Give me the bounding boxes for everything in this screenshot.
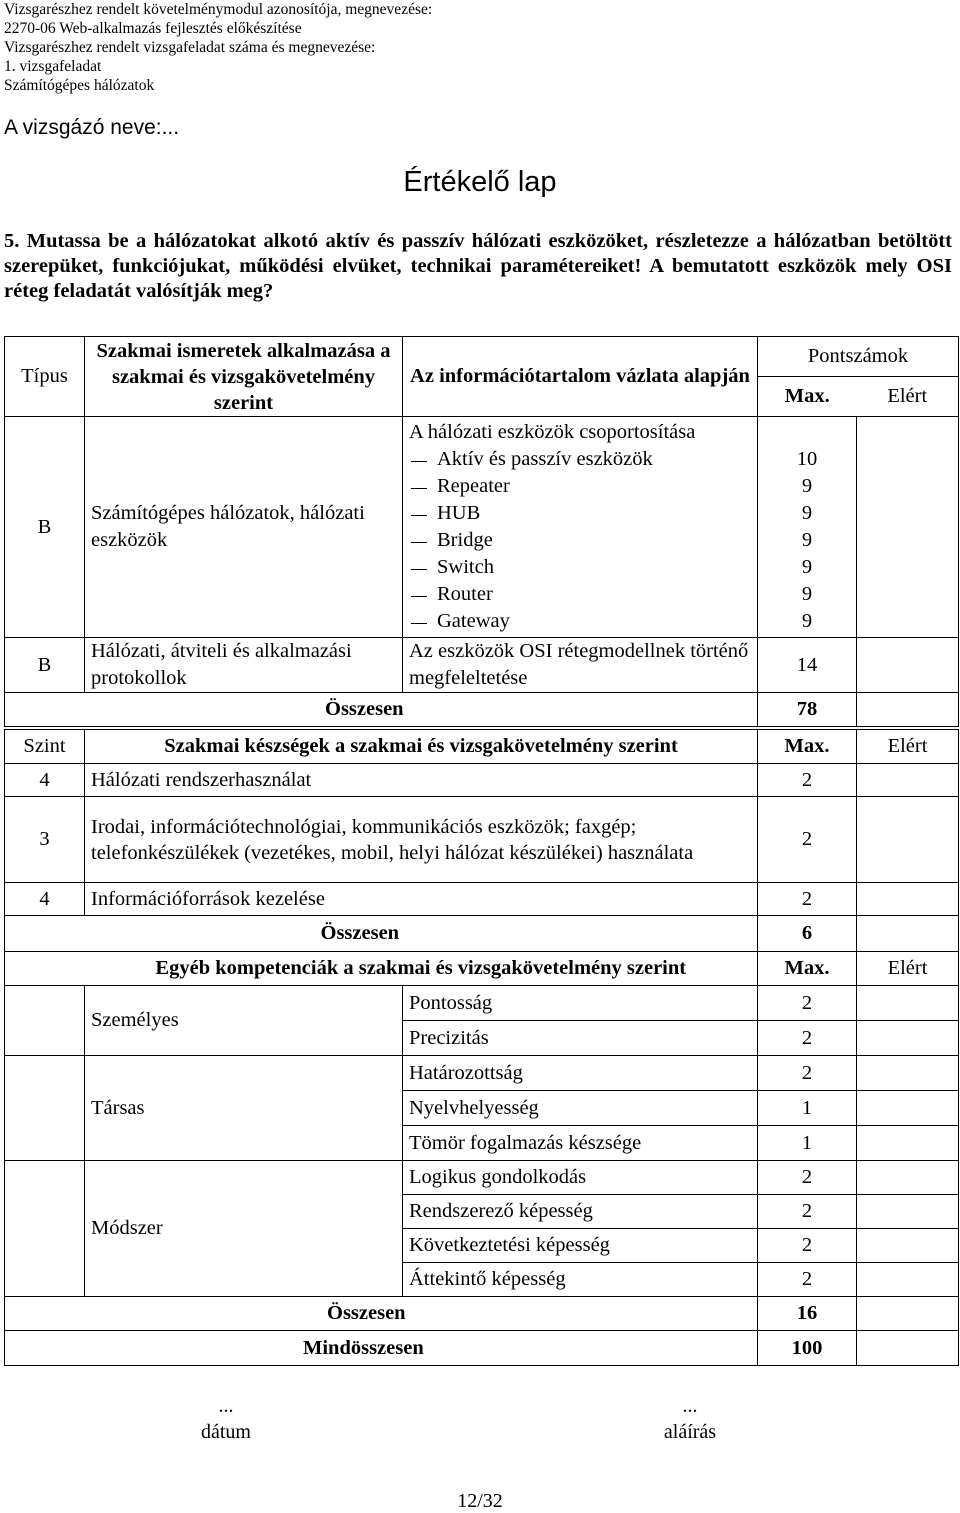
group-modszer: Módszer [85, 1161, 403, 1297]
skill-label: Hálózati rendszerhasználat [85, 764, 758, 797]
empty-cell [5, 1161, 85, 1297]
row2-elert [857, 638, 959, 693]
header-line-5: Számítógépes hálózatok [4, 77, 155, 94]
skill-elert [857, 883, 959, 916]
comp-label: Logikus gondolkodás [403, 1161, 758, 1195]
empty-cell [5, 1056, 85, 1161]
device-list [409, 446, 751, 635]
header-block [4, 0, 432, 95]
comp-elert [857, 986, 959, 1021]
comp-label: Határozottság [403, 1056, 758, 1091]
list-item: Bridge [409, 527, 751, 554]
group-szemelyes: Személyes [85, 986, 403, 1056]
col-header-elert-2: Elért [857, 952, 959, 986]
item-max: 9 [801, 610, 813, 632]
sum2-label: Összesen [5, 1297, 758, 1331]
row1-heading: A hálózati eszközök csoportosítása [409, 421, 696, 443]
comp-elert [857, 1161, 959, 1195]
empty-cell [5, 986, 85, 1056]
comp-elert [857, 1126, 959, 1161]
row1-max [758, 417, 857, 638]
row2-szakmai: Hálózati, átviteli és alkalmazási protokollok [85, 638, 403, 693]
col-header-szakmai: Szakmai ismeretek alkalmazása a szakmai és vizsgakövetelmény szerint [85, 337, 403, 417]
item-max: 9 [801, 556, 813, 578]
sign-block [540, 1393, 840, 1445]
col-header-vazlat: Az információtartalom vázlata alapján [403, 337, 758, 417]
date-dots: ... [218, 1395, 234, 1417]
comp-max: 2 [758, 1263, 857, 1297]
sign-dots: ... [682, 1395, 698, 1417]
row2-vazlat: Az eszközök OSI rétegmodellnek történő megfeleltetése [403, 638, 758, 693]
comp-label: Áttekintő képesség [403, 1263, 758, 1297]
comp-max: 1 [758, 1091, 857, 1126]
col-header-max: Max. [758, 377, 857, 417]
col-header-max-2: Max. [758, 952, 857, 986]
comp-label: Pontosság [403, 986, 758, 1021]
empty-cell [5, 916, 85, 952]
item-max: 9 [801, 502, 813, 524]
group-tarsas: Társas [85, 1056, 403, 1161]
sum-max: 78 [758, 693, 857, 727]
comp-max: 2 [758, 1161, 857, 1195]
header-line-3: Vizsgarészhez rendelt vizsgafeladat száma és megnevezése: [4, 39, 376, 56]
comp-max: 2 [758, 1229, 857, 1263]
col-header-max: Max. [758, 730, 857, 764]
skill-label: Információforrások kezelése [85, 883, 758, 916]
col-header-elert: Elért [857, 730, 959, 764]
skill-elert [857, 764, 959, 797]
comp-max: 2 [758, 1056, 857, 1091]
task-description: 5. Mutassa be a hálózatokat alkotó aktív és passzív hálózati eszközöket, részletezze a hálózatban betöltött szerepüket, funkciójukat, működési elvüket, technikai paramétereiket! A bemutatott eszközök mely OSI réteg feladatát valósítják meg? [4, 230, 952, 302]
comp-max: 2 [758, 1195, 857, 1229]
empty-cell [5, 952, 85, 986]
col-header-szint: Szint [5, 730, 85, 764]
sign-label: aláírás [663, 1421, 717, 1443]
skill-max: 2 [758, 797, 857, 883]
row2-tipus: B [5, 638, 85, 693]
date-block [76, 1393, 376, 1445]
list-item: Router [409, 581, 751, 608]
total-elert [857, 1331, 959, 1366]
page-title: Értékelő lap [403, 166, 557, 198]
comp-label: Nyelvhelyesség [403, 1091, 758, 1126]
total-max: 100 [758, 1331, 857, 1366]
comp-label: Precizitás [403, 1021, 758, 1056]
skill-szint: 4 [5, 883, 85, 916]
skills-table [4, 729, 959, 1366]
date-label: dátum [201, 1421, 251, 1443]
skill-max: 2 [758, 883, 857, 916]
header-line-1: Vizsgarészhez rendelt követelménymodul azonosítója, megnevezése: [4, 1, 433, 18]
col-header-egyeb: Egyéb kompetenciák a szakmai és vizsgakövetelmény szerint [85, 952, 758, 986]
header-line-4: 1. vizsgafeladat [4, 58, 102, 75]
comp-elert [857, 1263, 959, 1297]
comp-max: 2 [758, 1021, 857, 1056]
list-item: Repeater [409, 473, 751, 500]
row1-elert [857, 417, 959, 638]
header-line-2: 2270-06 Web-alkalmazás fejlesztés előkészítése [4, 20, 302, 37]
sum-label: Összesen [5, 693, 758, 727]
skill-szint: 3 [5, 797, 85, 883]
list-item: Switch [409, 554, 751, 581]
sum1-max: 6 [758, 916, 857, 952]
row1-tipus: B [5, 417, 85, 638]
comp-label: Tömör fogalmazás készsége [403, 1126, 758, 1161]
comp-max: 2 [758, 986, 857, 1021]
col-header-elert: Elért [857, 377, 959, 417]
skill-elert [857, 797, 959, 883]
item-max: 9 [801, 475, 813, 497]
item-max: 9 [801, 583, 813, 605]
skill-szint: 4 [5, 764, 85, 797]
sum2-elert [857, 1297, 959, 1331]
list-item: Aktív és passzív eszközök [409, 446, 751, 473]
comp-label: Rendszerező képesség [403, 1195, 758, 1229]
row1-szakmai: Számítógépes hálózatok, hálózati eszközök [85, 417, 403, 638]
skill-max: 2 [758, 764, 857, 797]
comp-elert [857, 1056, 959, 1091]
sum-elert [857, 693, 959, 727]
sum1-elert [857, 916, 959, 952]
list-item: HUB [409, 500, 751, 527]
comp-elert [857, 1021, 959, 1056]
examinee-name-line: A vizsgázó neve:... [4, 116, 180, 139]
comp-elert [857, 1091, 959, 1126]
sum2-max: 16 [758, 1297, 857, 1331]
comp-elert [857, 1229, 959, 1263]
col-header-pontszamok: Pontszámok [758, 337, 959, 377]
comp-label: Következtetési képesség [403, 1229, 758, 1263]
skill-label: Irodai, információtechnológiai, kommunikációs eszközök; faxgép; telefonkészülékek (vezetékes, mobil, helyi hálózat készülékei) használata [85, 797, 758, 883]
row1-vazlat [403, 417, 758, 638]
comp-max: 1 [758, 1126, 857, 1161]
sum1-label: Összesen [85, 916, 758, 952]
item-max: 10 [796, 448, 818, 470]
item-max: 9 [801, 529, 813, 551]
list-item: Gateway [409, 608, 751, 635]
total-label: Mindösszesen [5, 1331, 758, 1366]
col-header-tipus: Típus [5, 337, 85, 417]
comp-elert [857, 1195, 959, 1229]
col-header-keszsegek: Szakmai készségek a szakmai és vizsgakövetelmény szerint [85, 730, 758, 764]
page-number: 12/32 [457, 1490, 503, 1512]
knowledge-table [4, 336, 959, 727]
row2-max: 14 [758, 638, 857, 693]
